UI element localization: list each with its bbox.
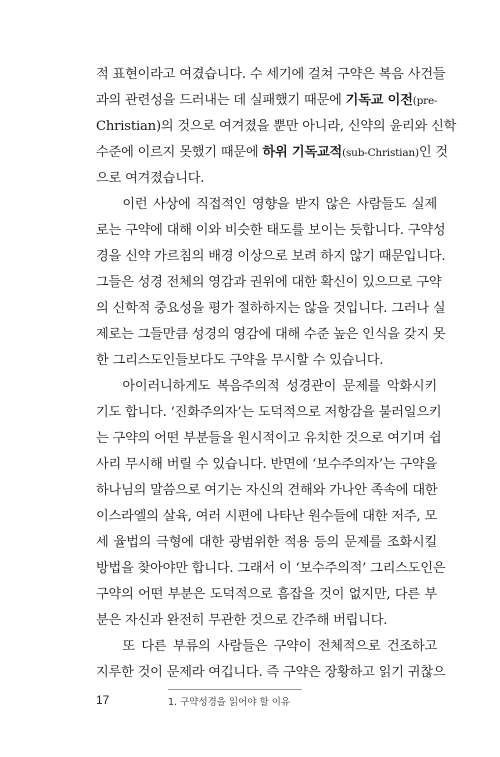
text-line [96, 426, 442, 452]
line-text: 분은 자신과 완전히 무관한 것으로 간주해 버립니다. [96, 613, 388, 628]
body-text [96, 62, 457, 686]
text-line [96, 348, 437, 374]
line-text: 이런 사상에 직접적인 영향을 받지 않은 사람들도 실제 [122, 197, 437, 212]
text-line [96, 322, 446, 348]
english-gloss: (sub-Christian) [342, 147, 419, 159]
line-text: 의 신학적 중요성을 평가 절하하지는 않을 것입니다. 그러나 실 [96, 301, 446, 316]
text-line [96, 192, 437, 218]
text-line [96, 400, 442, 426]
text-line [96, 452, 437, 478]
line-text: 한 그리스도인들보다도 구약을 무시할 수 있습니다. [96, 353, 384, 368]
text-line [96, 270, 442, 296]
text-line [96, 140, 448, 166]
line-text: Christian)의 것으로 여겨졌을 뿐만 아니라, 신약의 윤리와 신학 [96, 119, 457, 134]
line-text: 인 것 [418, 145, 448, 160]
text-line [96, 582, 437, 608]
text-line [96, 374, 437, 400]
text-line [96, 478, 437, 504]
line-text: 수준에 이르지 못했기 때문에 [96, 145, 263, 160]
line-text: 하나님의 말씀으로 여기는 자신의 견해와 가나안 족속에 대한 [96, 483, 438, 498]
text-line [96, 88, 437, 114]
line-text: 적 표현이라고 여겼습니다. 수 세기에 걸쳐 구약은 복음 사건들 [96, 67, 446, 82]
line-text: 세 율법의 극형에 대한 광범위한 적용 등의 문제를 조화시킬 [96, 535, 437, 550]
text-line [96, 244, 446, 270]
footer-rule [168, 689, 302, 690]
line-text: 그들은 성경 전체의 영감과 권위에 대한 확신이 있으므로 구약 [96, 275, 442, 290]
text-line [96, 634, 437, 660]
text-line [96, 504, 437, 530]
text-line [96, 556, 446, 582]
line-text: 아이러니하게도 복음주의적 성경관이 문제를 악화시키 [122, 379, 437, 394]
line-text: 과의 관련성을 드러내는 데 실패했기 때문에 [96, 93, 346, 108]
line-text: 사리 무시해 버릴 수 있습니다. 반면에 ‘보수주의자’는 구약을 [96, 457, 437, 472]
line-text: 로는 구약에 대해 이와 비슷한 태도를 보이는 듯합니다. 구약성 [96, 223, 446, 238]
english-gloss: (pre- [412, 95, 438, 107]
text-line [96, 296, 446, 322]
text-line [96, 660, 446, 686]
line-text: 제로는 그들만큼 성경의 영감에 대해 수준 높은 인식을 갖지 못 [96, 327, 446, 342]
line-text: 으로 여겨졌습니다. [96, 171, 205, 186]
line-text: 구약의 어떤 부분은 도덕적으로 흠잡을 것이 없지만, 다른 부 [96, 587, 437, 602]
text-line [96, 62, 446, 88]
page-number: 17 [96, 693, 110, 707]
running-head: 1. 구약성경을 읽어야 할 이유 [168, 697, 291, 708]
line-text: 또 다른 부류의 사람들은 구약이 전체적으로 건조하고 [122, 639, 437, 654]
line-text: 방법을 찾아야만 합니다. 그래서 이 ‘보수주의적’ 그리스도인은 [96, 561, 446, 576]
line-text: 는 구약의 어떤 부분들을 원시적이고 유치한 것으로 여기며 쉽 [96, 431, 442, 446]
bold-term: 하위 기독교적 [262, 145, 343, 160]
text-line [96, 218, 446, 244]
line-text: 기도 합니다. ‘진화주의자’는 도덕적으로 저항감을 불러일으키 [96, 405, 442, 420]
text-line [96, 114, 457, 140]
line-text: 이스라엘의 살육, 여러 시편에 나타난 원수들에 대한 저주, 모 [96, 509, 437, 524]
bold-term: 기독교 이전 [345, 93, 413, 108]
line-text: 경을 신약 가르침의 배경 이상으로 보려 하지 않기 때문입니다. [96, 249, 446, 264]
text-line [96, 608, 437, 634]
line-text: 지루한 것이 문제라 여깁니다. 즉 구약은 장황하고 읽기 귀찮으 [96, 665, 446, 680]
text-line [96, 166, 437, 192]
text-line [96, 530, 437, 556]
